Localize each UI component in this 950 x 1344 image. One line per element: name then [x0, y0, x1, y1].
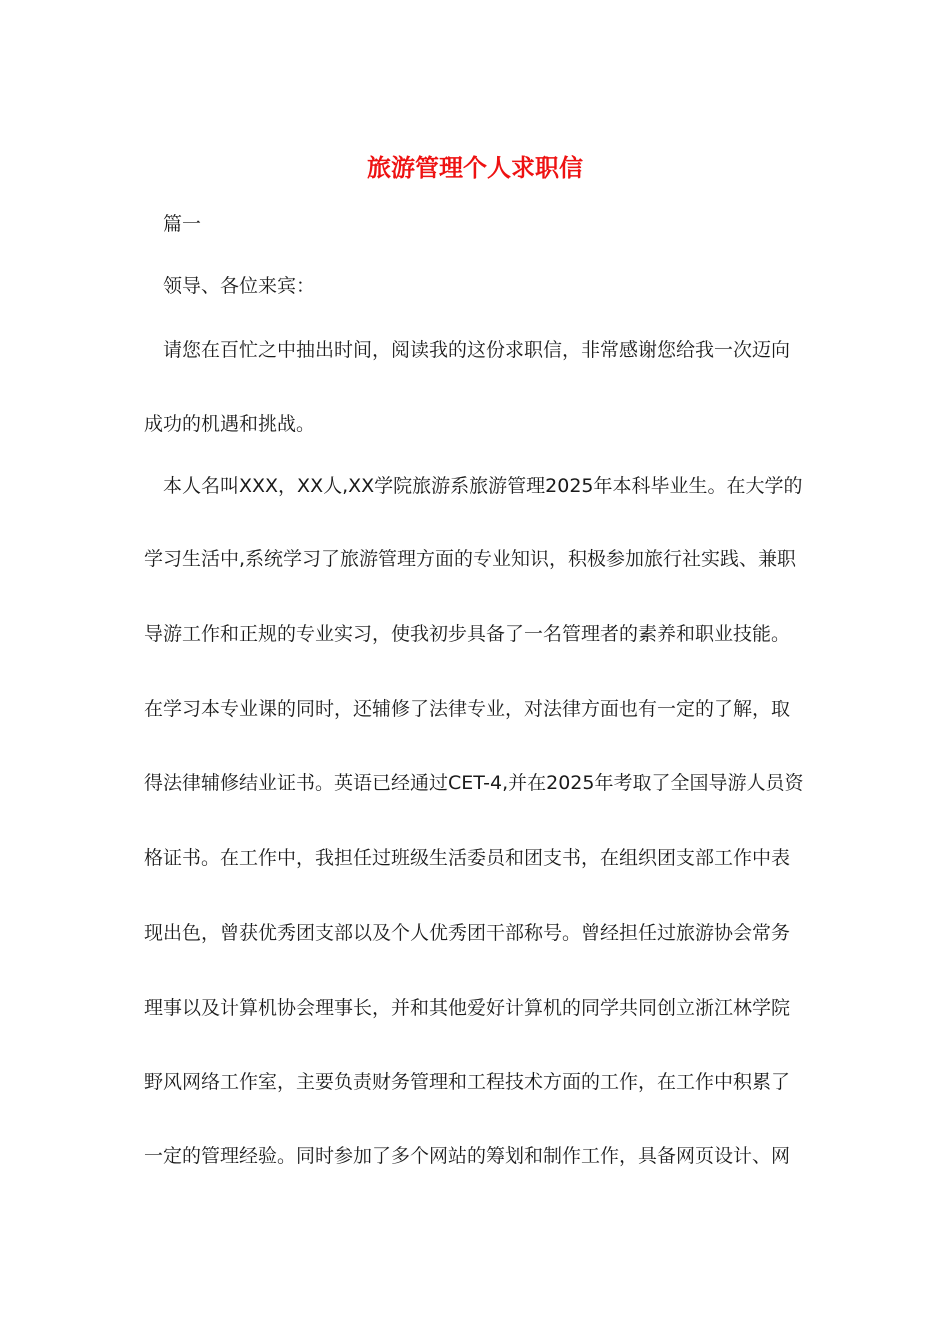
paragraph-line: 得法律辅修结业证书。英语已经通过CET-4,并在2025年考取了全国导游人员资 [144, 772, 804, 794]
paragraph-line: 现出色，曾获优秀团支部以及个人优秀团干部称号。曾经担任过旅游协会常务 [144, 922, 791, 944]
paragraph-line: 请您在百忙之中抽出时间，阅读我的这份求职信，非常感谢您给我一次迈向 [163, 339, 791, 361]
paragraph-line: 学习生活中,系统学习了旅游管理方面的专业知识，积极参加旅行社实践、兼职 [144, 548, 797, 570]
document-title: 旅游管理个人求职信 [367, 153, 583, 182]
paragraph-line: 一定的管理经验。同时参加了多个网站的筹划和制作工作，具备网页设计、网 [144, 1145, 791, 1167]
section-heading: 篇一 [163, 213, 202, 235]
paragraph-line: 理事以及计算机协会理事长，并和其他爱好计算机的同学共同创立浙江林学院 [144, 997, 791, 1019]
paragraph-line: 导游工作和正规的专业实习，使我初步具备了一名管理者的素养和职业技能。 [144, 623, 791, 645]
paragraph-line: 格证书。在工作中，我担任过班级生活委员和团支书，在组织团支部工作中表 [144, 847, 791, 869]
paragraph-line: 在学习本专业课的同时，还辅修了法律专业，对法律方面也有一定的了解，取 [144, 698, 791, 720]
salutation: 领导、各位来宾： [163, 275, 316, 297]
paragraph-line: 本人名叫XXX，XX人,XX学院旅游系旅游管理2025年本科毕业生。在大学的 [163, 475, 803, 497]
paragraph-line: 成功的机遇和挑战。 [144, 413, 316, 435]
paragraph-line: 野风网络工作室，主要负责财务管理和工程技术方面的工作，在工作中积累了 [144, 1071, 791, 1093]
